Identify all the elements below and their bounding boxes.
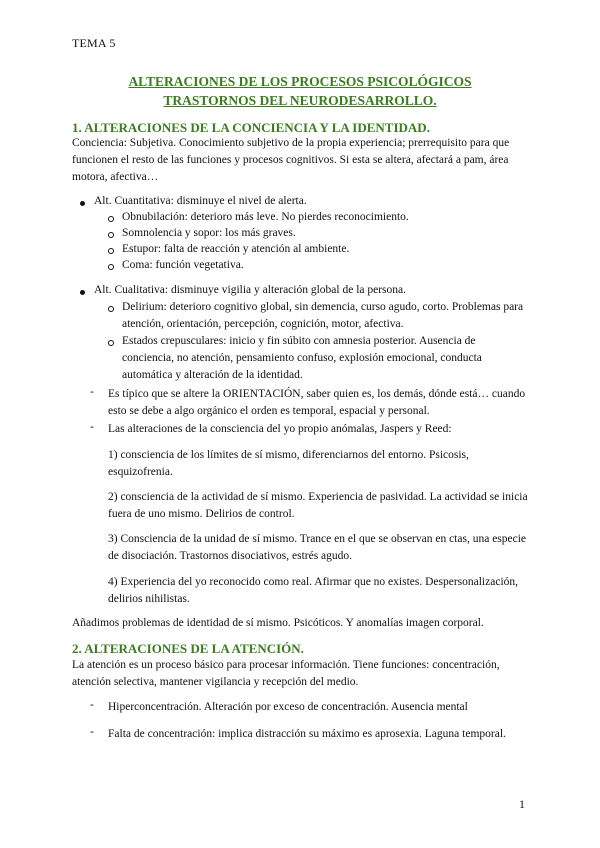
dash-item-hyperconcentration: Hiperconcentración. Alteración por exceso de concentración. Ausencia mental [108, 701, 468, 713]
document-title-line-1: ALTERACIONES DE LOS PROCESOS PSICOLÓGICOS [128, 74, 472, 89]
dash-item-consciousness: Las alteraciones de la consciencia del yo propio anómalas, Jaspers y Reed: [108, 423, 452, 435]
quant-item: Obnubilación: deterioro más leve. No pierdes reconocimiento. [122, 211, 409, 223]
dash-item-lack-of-concentration: Falta de concentración: implica distracción su máximo es aprosexia. Laguna temporal. [108, 728, 506, 740]
quant-item: Coma: función vegetativa. [122, 259, 244, 271]
qual-item: Delirium: deterioro cognitivo global, sin demencia, curso agudo, corto. Problemas para atención, orientación, percepción, cognición, motor, afectiva. [122, 301, 524, 330]
qual-item: Estados crepusculares: inicio y fin súbito con amnesia posterior. Ausencia de conciencia, no atención, pensamiento confuso, explosión emocional, conducta automática y alteración de la identidad. [122, 335, 482, 381]
dash-marker: - [90, 699, 94, 711]
page-number: 1 [519, 797, 525, 811]
numbered-paragraph: 4) Experiencia del yo reconocido como real. Afirmar que no existes. Despersonalización, delirios nihilistas. [108, 576, 519, 605]
section-1-heading: 1. ALTERACIONES DE LA CONCIENCIA Y LA IDENTIDAD. [72, 120, 430, 135]
numbered-paragraph: 2) consciencia de la actividad de sí mismo. Experiencia de pasividad. La actividad se inicia fuera de uno mismo. Delirios de control. [108, 491, 528, 520]
dash-marker: - [90, 421, 94, 433]
bullet-icon [80, 290, 85, 295]
sub-bullet-icon [108, 248, 114, 254]
sub-bullet-icon [108, 232, 114, 238]
sub-bullet-icon [108, 306, 114, 312]
sub-bullet-icon [108, 216, 114, 222]
numbered-paragraph: 3) Consciencia de la unidad de sí mismo. Trance en el que se observan en ctas, una especie de disociación. Trastornos disociativos, estrés agudo. [108, 533, 527, 562]
bullet-qualitative: Alt. Cualitativa: disminuye vigilia y alteración global de la persona. [94, 284, 407, 296]
dash-marker: - [90, 726, 94, 738]
page-header: TEMA 5 [72, 36, 116, 50]
dash-marker: - [90, 386, 94, 398]
sub-bullet-icon [108, 340, 114, 346]
sub-bullet-icon [108, 264, 114, 270]
dash-item-orientation: Es típico que se altere la ORIENTACIÓN, saber quien es, los demás, dónde está… cuando esto se debe a algo orgánico el orden es temporal, espacial y personal. [108, 388, 526, 417]
section-1-intro: Conciencia: Subjetiva. Conocimiento subjetivo de la propia experiencia; prerrequisito para que funcionen el resto de las funciones y procesos cognitivos. Si esta se altera, afectará a pam, área motora, afectiva… [72, 137, 510, 183]
section-2-heading: 2. ALTERACIONES DE LA ATENCIÓN. [72, 641, 304, 656]
bullet-quantitative: Alt. Cuantitativa: disminuye el nivel de alerta. [94, 195, 307, 207]
document-title-line-2: TRASTORNOS DEL NEURODESARROLLO. [163, 93, 437, 108]
quant-item: Somnolencia y sopor: los más graves. [122, 227, 296, 239]
bullet-icon [80, 201, 85, 206]
section-2-intro: La atención es un proceso básico para procesar información. Tiene funciones: concentración, atención selectiva, mantener vigilancia y recepción del medio. [72, 659, 500, 688]
numbered-paragraph: 1) consciencia de los límites de sí mismo, diferenciarnos del entorno. Psicosis, esquizofrenia. [108, 449, 469, 478]
quant-item: Estupor: falta de reacción y atención al ambiente. [122, 243, 350, 255]
section-1-closing: Añadimos problemas de identidad de sí mismo. Psicóticos. Y anomalías imagen corporal. [72, 617, 484, 629]
